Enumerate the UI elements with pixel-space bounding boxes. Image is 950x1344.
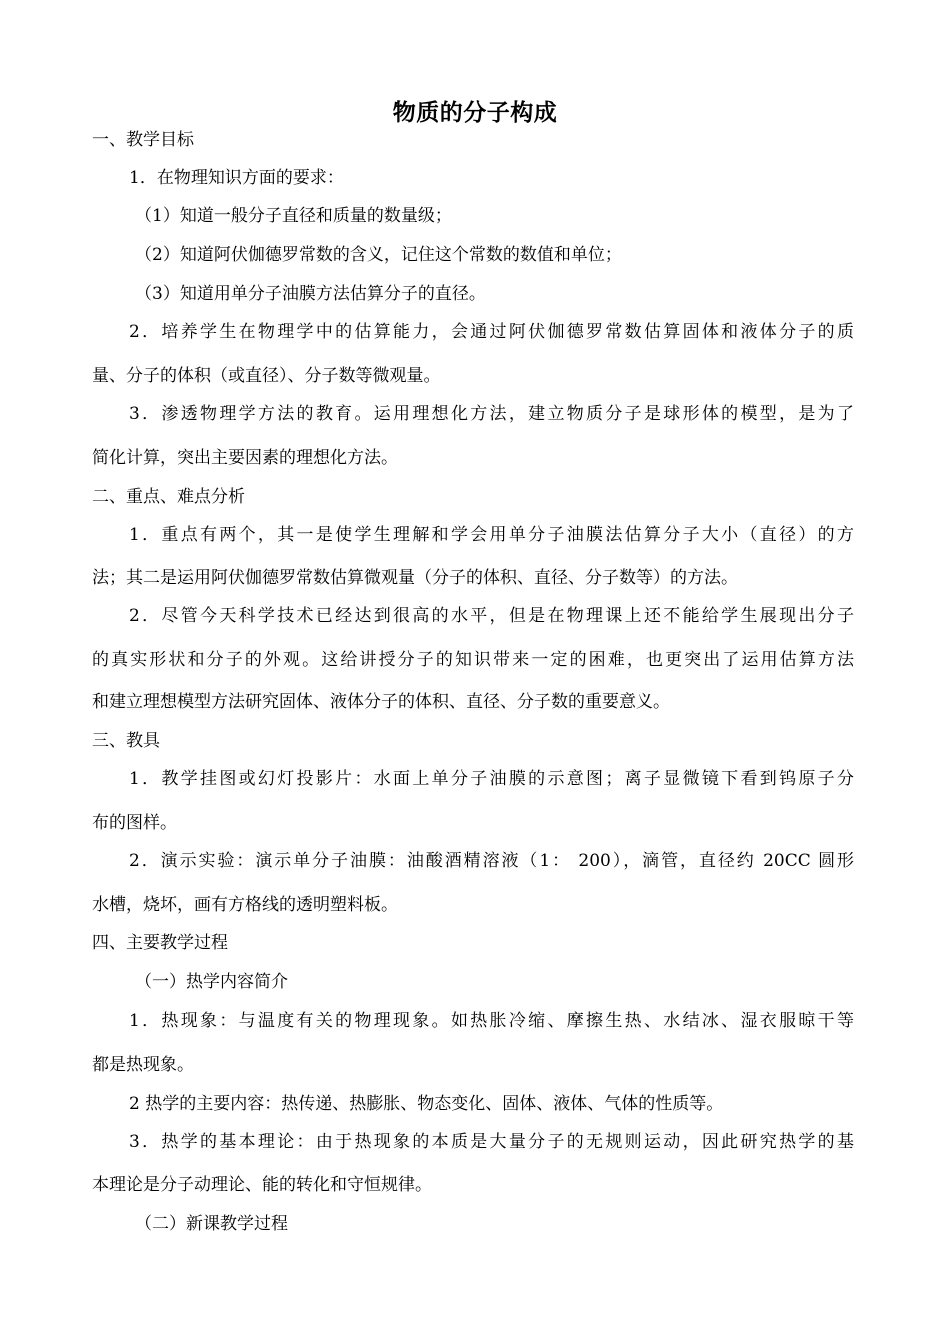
section-heading-process: 四、主要教学过程 (92, 933, 228, 953)
paragraph-line: 都是热现象。 (92, 1055, 194, 1075)
section-heading-objectives: 一、教学目标 (92, 130, 194, 150)
paragraph-line: 简化计算，突出主要因素的理想化方法。 (92, 448, 398, 468)
paragraph-line: 3．热学的基本理论：由于热现象的本质是大量分子的无规则运动，因此研究热学的基 (129, 1132, 854, 1152)
paragraph-line: 布的图样。 (92, 813, 177, 833)
paragraph-line: 1．教学挂图或幻灯投影片：水面上单分子油膜的示意图；离子显微镜下看到钨原子分 (129, 769, 854, 789)
paragraph-line: 法；其二是运用阿伏伽德罗常数估算微观量（分子的体积、直径、分子数等）的方法。 (92, 568, 738, 588)
paragraph-line: 的真实形状和分子的外观。这给讲授分子的知识带来一定的困难，也更突出了运用估算方法 (92, 650, 854, 670)
paragraph-line: 2．演示实验：演示单分子油膜：油酸酒精溶液（1： 200），滴管，直径约 20CC 圆形 (129, 851, 854, 871)
paragraph-line: 1．重点有两个，其一是使学生理解和学会用单分子油膜法估算分子大小（直径）的方 (129, 525, 854, 545)
paragraph-line: 2．培养学生在物理学中的估算能力，会通过阿伏伽德罗常数估算固体和液体分子的质 (129, 322, 854, 342)
list-item: （3）知道用单分子油膜方法估算分子的直径。 (135, 284, 486, 304)
list-item: （1）知道一般分子直径和质量的数量级； (135, 206, 452, 226)
paragraph-line: 和建立理想模型方法研究固体、液体分子的体积、直径、分子数的重要意义。 (92, 692, 670, 712)
paragraph-line: 1．热现象：与温度有关的物理现象。如热胀冷缩、摩擦生热、水结冰、湿衣服晾干等 (129, 1011, 854, 1031)
paragraph-line: 水槽，烧坏，画有方格线的透明塑料板。 (92, 895, 398, 915)
paragraph-line: 2．尽管今天科学技术已经达到很高的水平，但是在物理课上还不能给学生展现出分子 (129, 606, 854, 626)
paragraph-line: 2 热学的主要内容：热传递、热膨胀、物态变化、固体、液体、气体的性质等。 (129, 1094, 724, 1114)
section-heading-teaching-aids: 三、教具 (92, 731, 160, 751)
paragraph-line: 1．在物理知识方面的要求： (129, 168, 344, 188)
section-heading-key-points: 二、重点、难点分析 (92, 487, 245, 507)
paragraph-line: 本理论是分子动理论、能的转化和守恒规律。 (92, 1175, 432, 1195)
paragraph-line: 量、分子的体积（或直径）、分子数等微观量。 (92, 366, 441, 386)
subsection-heading: （一）热学内容简介 (135, 972, 288, 992)
document-title: 物质的分子构成 (392, 100, 558, 126)
subsection-heading: （二）新课教学过程 (135, 1214, 288, 1234)
paragraph-line: 3．渗透物理学方法的教育。运用理想化方法，建立物质分子是球形体的模型，是为了 (129, 404, 854, 424)
list-item: （2）知道阿伏伽德罗常数的含义，记住这个常数的数值和单位； (135, 245, 622, 265)
